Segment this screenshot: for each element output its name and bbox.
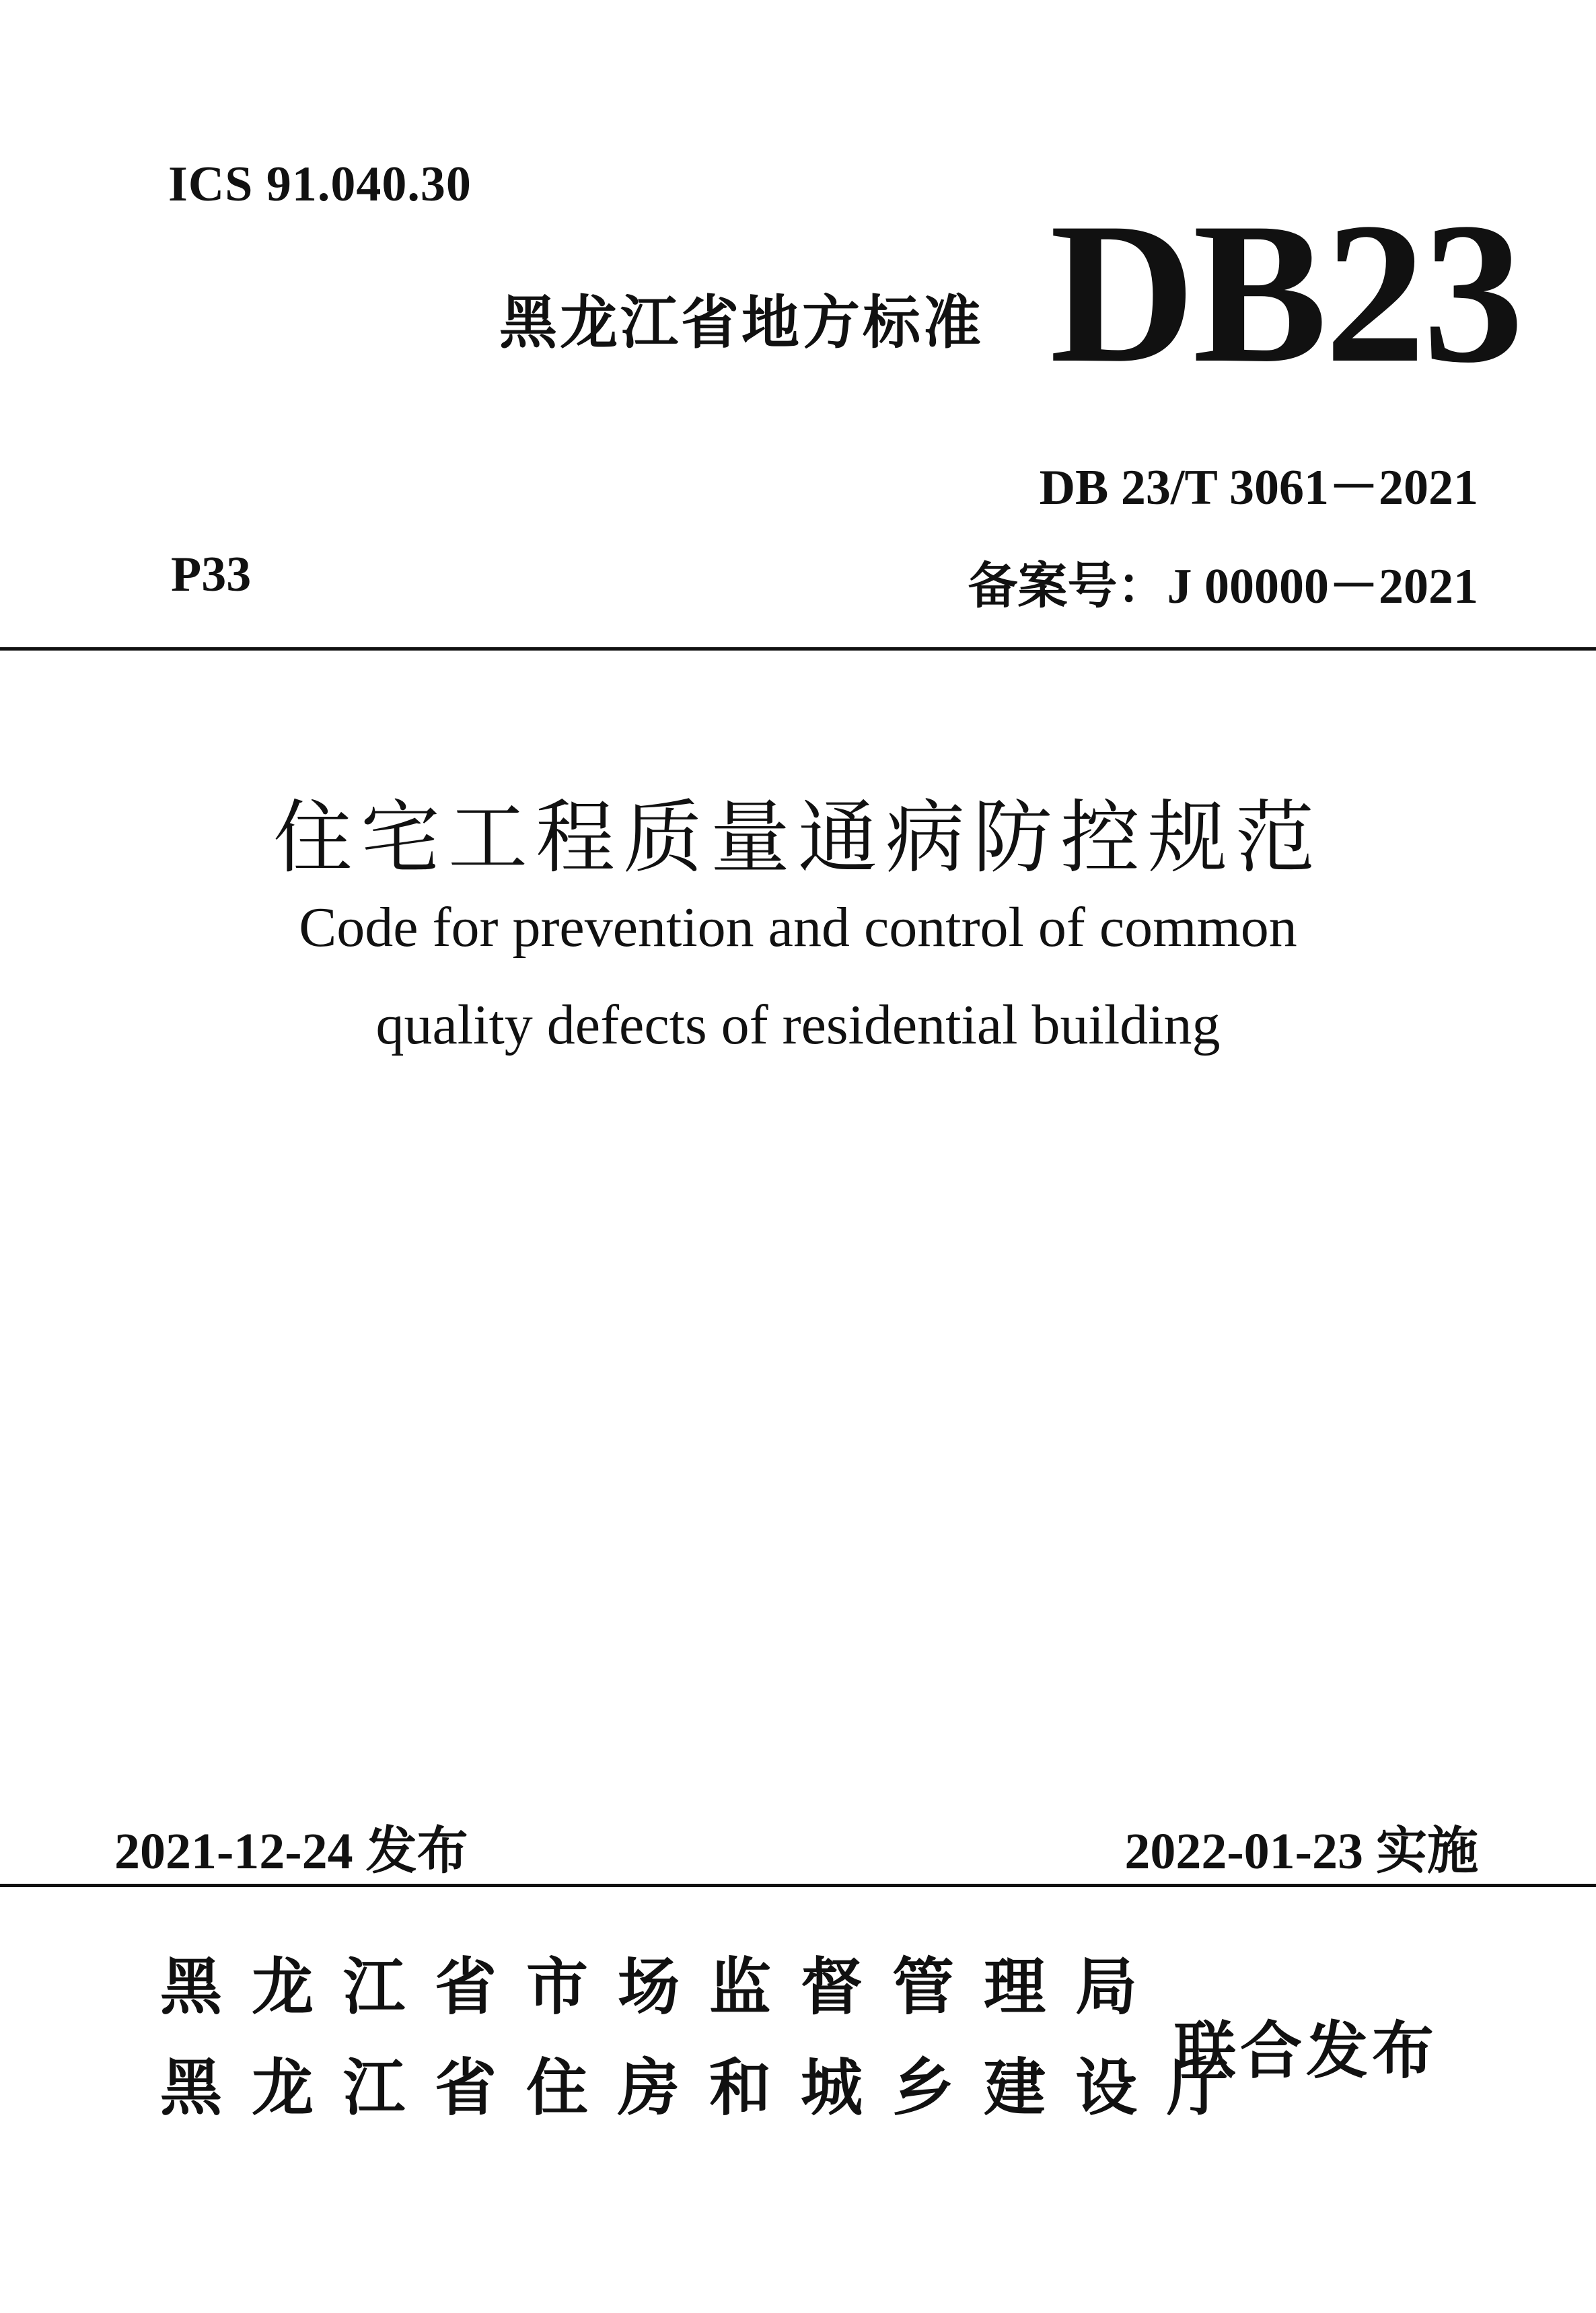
release-date: 2021-12-24 发布 [114,1823,468,1880]
bottom-divider [0,1884,1596,1887]
filing-number: 备案号：J 00000－2021 [968,559,1478,614]
category-code: P33 [171,547,252,602]
title-chinese: 住宅工程质量通病防控规范 [273,795,1323,883]
standard-label: 黑龙江省地方标准 [499,289,984,357]
title-english-line1: Code for prevention and control of common [299,896,1297,959]
standard-number: DB 23/T 3061－2021 [1039,460,1478,515]
issuer-housing-construction: 黑龙江省住房和城乡建设厅 [160,2052,1259,2124]
ics-code: ICS 91.040.30 [168,157,472,212]
title-english-line2: quality defects of residential building [375,994,1221,1056]
db23-logo: DB23 [1050,181,1521,404]
effective-date: 2022-01-23 实施 [1124,1823,1478,1880]
issuer-market-regulation: 黑龙江省市场监督管理局 [160,1951,1167,2023]
joint-release-label: 联合发布 [1174,2015,1439,2087]
top-divider [0,647,1596,651]
